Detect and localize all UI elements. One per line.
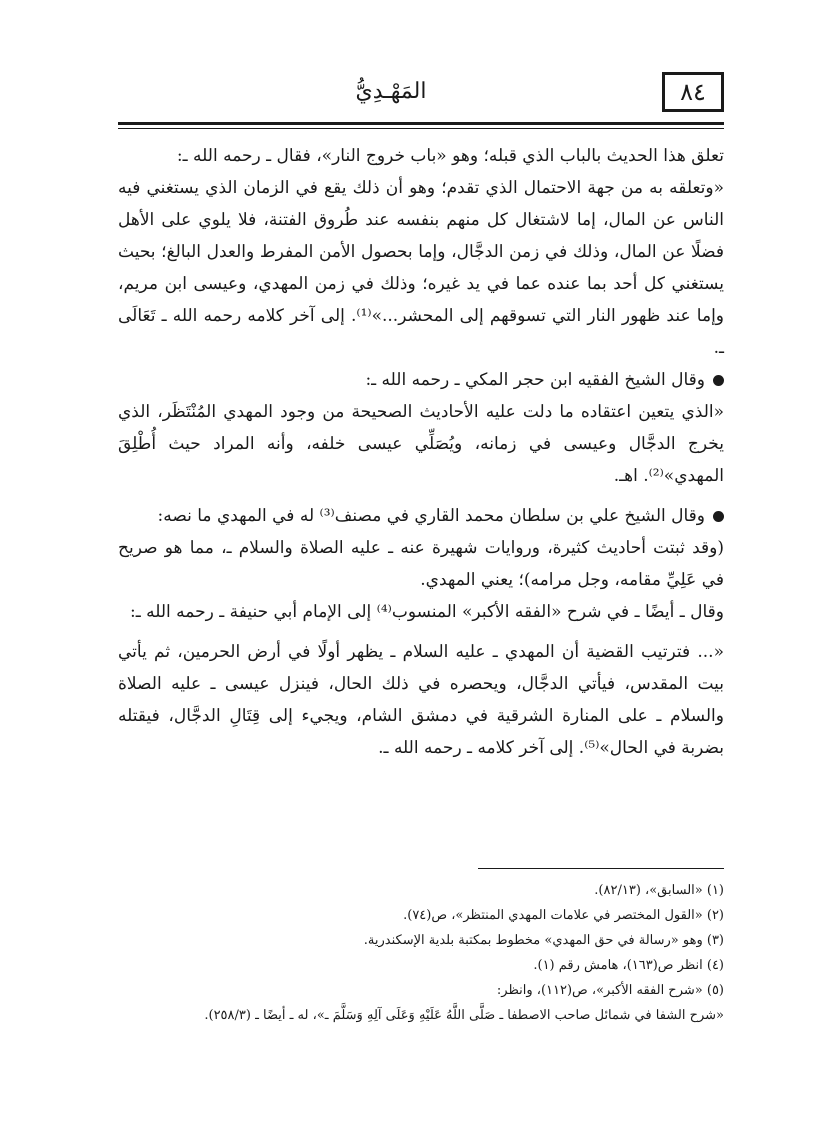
header-rule-thick [118, 122, 724, 125]
bullet-paragraph: وقال الشيخ الفقيه ابن حجر المكي ـ رحمه الله ـ: [118, 364, 724, 396]
footnote: (٣) وهو «رسالة في حق المهدي» مخطوط بمكتبة بلدية الإسكندرية. [363, 933, 724, 948]
running-title: المَهْـدِيُّ [355, 79, 427, 104]
header-rule-thin [118, 128, 724, 129]
footnote: (٥) «شرح الفقه الأكبر»، ص(١١٢)، وانظر: [496, 983, 724, 998]
page-number: ٨٤ [662, 72, 724, 112]
paragraph: تعلق هذا الحديث بالباب الذي قبله؛ وهو «باب خروج النار»، فقال ـ رحمه الله ـ: [176, 146, 724, 166]
main-text [118, 140, 724, 764]
footnote-separator [478, 868, 724, 869]
footnote: (١) «السابق»، (٨٢/١٣). [594, 883, 724, 898]
quote-paragraph: «الذي يتعين اعتقاده ما دلت عليه الأحاديث الصحيحة من وجود المهدي المُنْتَظَر، الذي يخرج الدجَّال وعيسى في زمانه، ويُصَلِّي عيسى خلفه، وأنه المراد حيث أُطْلِقَ المهدي»⁽²⁾. اهـ. [118, 402, 724, 486]
page-header [120, 72, 724, 116]
bullet-icon [713, 375, 724, 386]
bullet-icon [713, 511, 724, 522]
paragraph: وقال ـ أيضًا ـ في شرح «الفقه الأكبر» المنسوب⁽⁴⁾ إلى الإمام أبي حنيفة ـ رحمه الله ـ: [130, 602, 724, 622]
footnote: (٤) انظر ص(١٦٣)، هامش رقم (١). [533, 958, 724, 973]
footnotes [118, 878, 724, 1028]
quote-paragraph: «... فترتيب القضية أن المهدي ـ عليه السلام ـ يظهر أولًا في أرض الحرمين، ثم يأتي بيت المقدس، فيأتي الدجَّال، ويحصره في ذلك الحال، فينزل عيسى ـ عليه الصلاة والسلام ـ على المنارة الشرقية في دمشق الشام، ويجيء إلى قِتَالِ الدجَّال، فيقتله بضربة في الحال»⁽⁵⁾. إلى آخر كلامه ـ رحمه الله ـ. [118, 642, 724, 758]
quote-paragraph: «وتعلقه به من جهة الاحتمال الذي تقدم؛ وهو أن ذلك يقع في الزمان الذي يستغني فيه الناس عن المال، إما لاشتغال كل منهم بنفسه عند طُروق الفتنة، فلا يلوي على الأهل فضلًا عن المال، وذلك في زمن الدجَّال، وإما بحصول الأمن المفرط والعدل البالغ؛ بحيث يستغني كل أحد بما عنده عما في يد غيره؛ وذلك في زمن المهدي، وعيسى ابن مريم، وإما عند ظهور النار التي تسوقهم إلى المحشر...»⁽¹⁾. إلى آخر كلامه رحمه الله ـ تَعَالَى ـ. [118, 178, 724, 358]
quote-paragraph: (وقد ثبتت أحاديث كثيرة، وروايات شهيرة عنه ـ عليه الصلاة والسلام ـ، مما هو صريح في عَلِيِّ مقامه، وجل مرامه)؛ يعني المهدي. [118, 538, 724, 590]
footnote: «شرح الشفا في شمائل صاحب الاصطفا ـ صَلَّى اللَّهُ عَلَيْهِ وَعَلَى آلِهِ وَسَلَّمَ ـ»، له ـ أيضًا ـ (٢٥٨/٣). [204, 1008, 724, 1023]
footnote: (٢) «القول المختصر في علامات المهدي المنتظر»، ص(٧٤). [403, 908, 724, 923]
bullet-paragraph: وقال الشيخ علي بن سلطان محمد القاري في مصنف⁽³⁾ له في المهدي ما نصه: [118, 500, 724, 532]
